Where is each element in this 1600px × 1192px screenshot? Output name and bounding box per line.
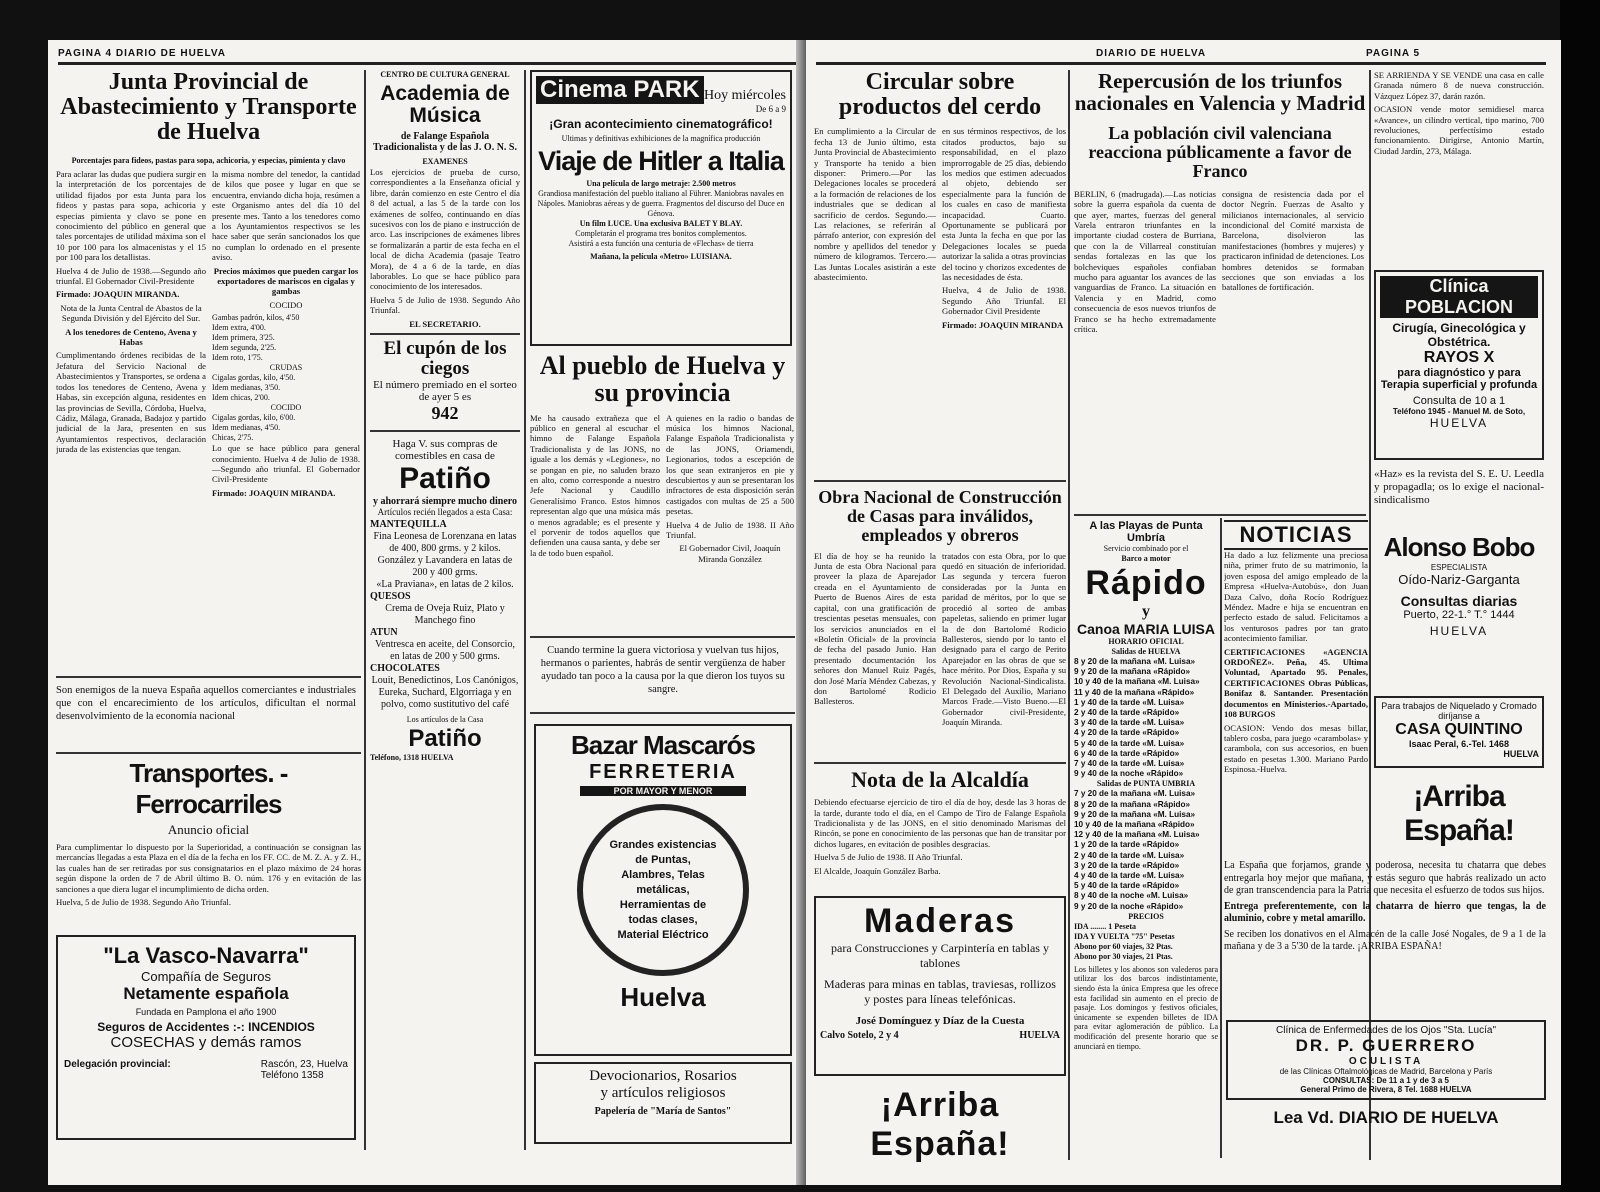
patino-items	[370, 519, 520, 711]
prices-cocido-2: COCIDO	[270, 403, 302, 413]
patino-item: ATUN	[370, 626, 398, 638]
cupon-number: 942	[431, 402, 459, 423]
patino-item: Fina Leonesa de Lorenzana en latas de 400, 800 grms. y 2 kilos.	[373, 530, 517, 554]
chatarra-column	[1224, 860, 1546, 1010]
list-item: 4 y 20 de la tarde «Rápido»	[1074, 728, 1180, 738]
prices-list	[212, 313, 360, 443]
repercusion-subtitle: La población civil valenciana reacciona públicamente a favor de Franco	[1088, 123, 1352, 181]
page-number: PAGINA 5	[1366, 48, 1421, 59]
bobo-line: Puerto, 22-1.° T.° 1444	[1403, 609, 1515, 621]
divider	[370, 430, 520, 432]
divider	[814, 762, 1066, 764]
patino-item: «La Praviana», en latas de 2 kilos.	[376, 578, 514, 590]
chatarra-bold: Entrega preferentemente, con la chatarra de hierro que tengas, la de aluminio, cobre y metal amarillo.	[1224, 900, 1546, 924]
alcaldia-title: Nota de la Alcaldía	[851, 768, 1029, 792]
playas-rapido: Rápido	[1085, 564, 1207, 602]
guerrero-line: CONSULTAS: De 11 a 1 y de 3 a 5	[1323, 1076, 1449, 1085]
bazar-mascaros-ad	[534, 724, 792, 1056]
transportes-body: Para cumplimentar lo dispuesto por la Superioridad, a continuación se consignan las mercancías llegadas a esta Plaza en el día de la fecha en los FF. CC. de M. Z. A. y Z. H., las cuales han de ser retiradas por sus consignatarios en el plazo máximo de 24 horas según dispone la orden de 7 de Abril último B. O. núm. 176 y en evitación de las sanciones a que diera lugar el incumplimiento de dicha orden.	[56, 842, 361, 894]
cinema-line: Mañana, la película «Metro» LUISIANA.	[590, 252, 732, 261]
patino-item: Ventresca en aceite, del Consorcio, en latas de 200 y 500 grms.	[375, 638, 515, 662]
patino-line: y ahorrará siempre mucho dinero	[372, 495, 518, 507]
left-page	[48, 40, 808, 1185]
transportes-date: Huelva, 5 de Julio de 1938. Segundo Año Triunfal.	[56, 897, 231, 908]
academia-exams: EXAMENES	[422, 157, 468, 166]
bazar-ring	[577, 804, 749, 976]
classified-item: SE ARRIENDA Y SE VENDE una casa en calle Granada número 8 de nueva construcción. Vázquez López 37, darán razón.	[1374, 70, 1544, 101]
column-rule	[524, 70, 526, 1150]
playas-title: A las Playas de Punta Umbría	[1089, 520, 1203, 544]
vasco-line: COSECHAS y demás ramos	[110, 1034, 302, 1051]
playas-y: y	[1142, 603, 1150, 620]
academia-date: Huelva 5 de Julio de 1938. Segundo Año Triunfal.	[370, 294, 520, 316]
running-head: PAGINA 4 DIARIO DE HUELVA	[58, 48, 226, 59]
quintino-name: CASA QUINTINO	[1395, 721, 1523, 738]
maderas-address: Calvo Sotelo, 2 y 4	[820, 1030, 899, 1041]
classified-item: OCASION vende motor semidiesel marca «Avance», un cilindro vertical, tipo marino, 700 revoluciones, perfectísimo estado funcionamiento. Dirigirse, Antonio Martín, Ciudad Jardín, 273, Málaga.	[1374, 104, 1544, 156]
playas-horario: HORARIO OFICIAL	[1108, 637, 1184, 646]
junta-title: Junta Provincial de Abastecimiento y Transporte de Huelva	[60, 70, 357, 146]
clinica-name: Clínica POBLACION	[1380, 276, 1538, 318]
list-item: 4 y 40 de la tarde «M. Luisa»	[1074, 871, 1185, 881]
patino-line: Artículos recién llegados a esta Casa:	[377, 506, 513, 517]
playas-price: Abono por 60 viajes, 32 Ptas.	[1074, 941, 1173, 951]
pueblo-body: Me ha causado extrañeza que el público en general al escuchar el himno de Falange Española Tradicionalista y de las JONS, no iguale a los demás y «Legiones», no se pongan en pie, no saluden brazo en alto, como corresponde a nuestro Jefe Nacional y Caudillo Generalísimo Franco. Estos himnos representan algo que una música más o menos agradable; es el presente y el porvenir de todos aquellos que defienden una causa santa, y debe ser la de todo buen español.	[530, 412, 660, 558]
column-rule	[1068, 70, 1070, 1160]
clinica-poblacion-ad	[1374, 270, 1544, 460]
junta-body: Para aclarar las dudas que pudiera surgir en la interpretación de los porcentajes de utilidad fijados por esta Junta para los fideos y pastas para sopa, achicoria y especias pimienta y clavo se pone en conocimiento del público en general que tales porcentajes de utilidad máxima son el 10 por 100 para los almacenistas y el 15 por 100 para los detallistas.	[56, 168, 206, 263]
guerrero-line: OCULISTA	[1348, 1056, 1424, 1067]
guerrero-name: DR. P. GUERRERO	[1295, 1036, 1477, 1055]
list-item: 1 y 20 de la tarde «Rápido»	[1074, 840, 1180, 850]
cinema-name: Cinema PARK	[536, 76, 704, 104]
devoc-shop: Papelería de "María de Santos"	[594, 1106, 732, 1117]
noticias-column	[1224, 520, 1368, 850]
patino-name-foot: Patiño	[408, 724, 482, 752]
repercusion-body-cont: consigna de resistencia dada por el doctor Negrín. Fuerzas de Asalto y milicianos internacionales, al servicio incondicional del Comité marxista de Barcelona, disolvieron las manifestaciones (hombres y mujeres) y practicaron infinidad de detenciones. Los hombres detenidos se formaban secciones que son enviadas a los batallones de fortificación.	[1222, 188, 1364, 293]
patino-item: Louit, Benedictinos, Los Canónigos, Eureka, Suchard, Elgorriaga y en polvo, como sustitutivo del café	[371, 674, 519, 710]
list-item: 3 y 20 de la tarde «Rápido»	[1074, 860, 1180, 870]
obra-body: El día de hoy se ha reunido la Junta de esta Obra Nacional para proveer la plaza de Aparejador creada en el Ayuntamiento de Puerto de Buenos Aires de esta capital, con una gratificación de trescientas pesetas mensuales, con los servicios anunciados en el «Boletín Oficial» de la provincia de fecha del pasado Junio. Han presentado documentación los señores don Manuel Ruiz Pagés, don José María Méndez Cabezas, y don Bartolomé Rodicio Ballesteros.	[814, 550, 936, 707]
maderas-name: Maderas	[864, 902, 1016, 940]
noticias-item: CERTIFICACIONES «AGENCIA ORDOÑEZ». Peña, 45. Ultima Voluntad, Apartado 95. Penales, CERTIFICACIONES Obras Públicas, Bonifaz 8. Santander. Presentación documentos en Ministerios.-Apartado, 108 BURGOS	[1224, 646, 1368, 720]
list-item: 7 y 20 de la mañana «M. Luisa»	[1074, 789, 1196, 799]
bobo-name: Alonso Bobo	[1383, 532, 1535, 562]
enemies-notice: Son enemigos de la nueva España aquellos comerciantes e industriales que con el encarecimiento de los artículos, dificultan el normal desenvolvimiento de la economía nacional	[56, 685, 356, 722]
cinema-time: De 6 a 9	[755, 104, 786, 114]
cupon-title: El cupón de los ciegos	[383, 338, 507, 380]
playas-subtitle: Servicio combinado por el	[1103, 544, 1189, 553]
clinica-line: RAYOS X	[1423, 349, 1495, 366]
bazar-ferreteria: FERRETERIA	[589, 761, 737, 783]
repercusion-body: BERLIN, 6 (madrugada).—Las noticias sobre la guerra española da cuenta de que ayer, martes, fuerzas del general Varela entraron triunfantes en la importante ciudad costera de Burriana, que con la de Villarreal constituían sendas fortalezas en las que los bolcheviques españoles confiaban mucho para aguantar los avances de las vanguardias de Franco. La situación en Valencia y en Madrid, como consecuencia de esos nuevos triunfos de Franco se ha hecho extremadamente crítica.	[1074, 188, 1216, 335]
arriba-espana-banner: ¡Arriba España!	[1404, 780, 1514, 847]
transportes-column	[56, 758, 361, 928]
running-head: DIARIO DE HUELVA	[1096, 48, 1207, 59]
list-item: 8 y 40 de la noche «M. Luisa»	[1074, 891, 1189, 901]
maderas-ad	[814, 896, 1066, 1076]
list-item: 9 y 20 de la mañana «Rápido»	[1074, 667, 1191, 677]
vasco-address: Rascón, 23, Huelva	[260, 1059, 348, 1070]
price-line: Idem roto, 1'75.	[212, 353, 263, 363]
playas-salidas: Salidas de HUELVA	[1111, 647, 1181, 656]
chatarra-foot: Se reciben los donativos en el Almacén de la calle José Nogales, de 9 a 1 de la mañana y de 3 a 5'30 de la tarde. ¡ARRIBA ESPAÑA!	[1224, 928, 1546, 952]
price-line: Idem primera, 3'25.	[212, 333, 275, 343]
bobo-city: HUELVA	[1429, 624, 1489, 638]
circular-signature: Firmado: JOAQUIN MIRANDA	[942, 319, 1064, 330]
prices-foot: Lo que se hace público para general conocimiento. Huelva 4 de Julio de 1938.—Segundo año triunfal. El Gobernador Civil-Presidente	[212, 443, 360, 485]
patino-foot: Los artículos de la Casa	[406, 714, 484, 724]
playas-price: Abono por 30 viajes, 21 Ptas.	[1074, 951, 1173, 961]
devocionarios-ad	[534, 1062, 792, 1144]
patino-item: Crema de Oveja Ruiz, Plato y Manchego fino	[385, 602, 505, 626]
scan-edge	[1560, 0, 1600, 1192]
maderas-city: HUELVA	[1019, 1030, 1060, 1041]
note-subtitle: A los tenedores de Centeno, Avena y Habas	[65, 326, 197, 348]
pueblo-title: Al pueblo de Huelva y su provincia	[539, 352, 786, 408]
list-item: 9 y 20 de la mañana «M. Luisa»	[1074, 809, 1196, 819]
vasco-name: "La Vasco-Navarra"	[103, 943, 309, 968]
bazar-tagline: POR MAYOR Y MENOR	[580, 786, 746, 796]
divider	[56, 676, 361, 678]
note-title: Nota de la Junta Central de Abastos de la Segunda División y del Ejército del Sur.	[60, 302, 202, 324]
vasco-line: Seguros de Accidentes :-: INCENDIOS	[97, 1020, 315, 1034]
lea-diario-banner: Lea Vd. DIARIO DE HUELVA	[1273, 1108, 1499, 1127]
patino-item: González y Lavandera en latas de 200 y 400 grms.	[377, 554, 513, 578]
note-body: Cumplimentando órdenes recibidas de la Jefatura del Servicio Nacional de Abastecimientos y Transportes, se ordena a todos los tenedores de Centeno, Avena y Habas, sin excepción alguna, residentes en las provincias de Sevilla, Córdoba, Huelva, Cádiz, Málaga, Granada, Badajoz y partido judicial de la Jara, presenten en sus Ayuntamientos respectivos, declaración jurada de las existencias que tengan.	[56, 350, 206, 455]
price-line: Idem medianas, 3'50.	[212, 383, 281, 393]
playas-salidas: Salidas de PUNTA UMBRIA	[1096, 779, 1196, 789]
list-item: 5 y 40 de la tarde «M. Luisa»	[1074, 738, 1185, 748]
circular-body-cont: en sus términos respectivos, de los citados productos, bajo su responsabilidad, en el plazo improrrogable de 25 días, debiendo los medios que estimen adecuados al objeto, debiendo ser especialmente para la función de los cuales en caso de manifiesta incapacidad. Cuarto. Oportunamente se publicará por esta Junta la fecha en que por las Delegaciones locales se pueda autorizar la salida a otras provincias del tocino y chorizos excedentes de las necesidades de ésta.	[942, 126, 1066, 283]
cinema-line: Ultimas y definitivas exhibiciones de la magnífica producción	[561, 134, 761, 143]
guerra-notice: Cuando termine la guera victoriosa y vuelvan tus hijos, hermanos o parientes, habrás de sentir vergüenza de haber ayudado tan poco a la causa por la que dieron los tuyos su sangre.	[540, 645, 786, 695]
cinema-line: Un film LUCE. Una exclusiva BALET Y BLAY.	[579, 219, 743, 228]
devoc-line: Devocionarios, Rosarios	[589, 1068, 737, 1084]
price-line: Chicas, 2'75.	[212, 433, 254, 443]
academia-kicker: CENTRO DE CULTURA GENERAL	[380, 70, 510, 79]
playas-boat: Barco a motor	[1121, 554, 1171, 563]
noticias-item: Ha dado a luz felizmente una preciosa niña, primer fruto de su matrimonio, la joven esposa del amigo empleado de la Empresa «Huelva-Autobús», don Juan Daza Calvo, doña Rocío Rodríguez Méndez. Madre e hija se encuentran en perfecto estado de salud. Felicitamos a los venturosos padres por tan grato acontecimiento familiar.	[1224, 550, 1368, 644]
top-rule	[58, 62, 798, 65]
noticias-title: NOTICIAS	[1224, 520, 1368, 550]
circular-column	[814, 70, 1066, 475]
cinema-park-ad	[530, 70, 792, 346]
obra-column	[814, 488, 1066, 756]
clinica-line: para diagnóstico y para Terapia superficial y profunda	[1380, 367, 1538, 391]
alonso-bobo-ad	[1374, 528, 1544, 688]
junta-body-cont: la misma nombre del tenedor, la cantidad de kilos que posee y lugar en que se encuentra, enviando dicha hoja, resúmen a este Organismo antes del día 10 del presente mes. Tanto a los tenedores como a los Ayuntamientos respectivos se les hace saber que serán sancionados los que no cumplan lo ordenado en el presente aviso.	[212, 168, 360, 263]
bobo-line: Consultas diarias	[1400, 593, 1518, 609]
transportes-title: Transportes. - Ferrocarriles	[129, 758, 288, 819]
academia-body: Los ejercicios de prueba de curso, correspondientes a la Enseñanza oficial y libre, darán comienzo en este Centro el día 8 del actual, a las 5 de la tarde con los exámenes de solfeo, continuando en días sucesivos con los de piano e instrucción de arco. Las inscripciones de exámenes libres se formalizarán a partir de esta fecha en el local de dicha Academia (pasaje Teatro Mora), de 4 a 6 de la tarde, en días laborables. Lo que se hace público para conocimiento de los interesados.	[370, 167, 520, 292]
classifieds-column	[1374, 70, 1544, 270]
playas-canoa: Canoa MARIA LUISA	[1077, 621, 1215, 637]
chatarra-body: La España que forjamos, grande y poderosa, necesita tu chatarra que debes entregarla hoy mejor que mañana, y estás seguro que habrás realizado un acto de gran transcendencia para la Patria que necesita el esfuerzo de todos sus hijos.	[1224, 860, 1546, 896]
alcaldia-signature: El Alcalde, Joaquín González Barba.	[814, 865, 941, 876]
schedule-huelva	[1074, 657, 1218, 779]
list-item: 9 y 40 de la noche «Rápido»	[1074, 769, 1184, 779]
playas-precios: PRECIOS	[1128, 911, 1164, 921]
cinema-line: Asistirá a esta función una centuria de «Flechas» de tierra	[568, 239, 754, 248]
alcaldia-column	[814, 768, 1066, 890]
price-line: Idem extra, 4'00.	[212, 323, 266, 333]
junta-column	[56, 70, 361, 670]
obra-title: Obra Nacional de Construcción de Casas para inválidos, empleados y obreros	[818, 488, 1062, 545]
right-page	[806, 40, 1561, 1185]
clinica-line: Cirugía, Ginecológica y Obstétrica.	[1392, 321, 1526, 349]
quintino-line: Isaac Peral, 6.-Tel. 1468	[1409, 739, 1509, 749]
price-line: Cigalas gordas, kilo, 6'00.	[212, 413, 296, 423]
pueblo-column	[530, 352, 795, 632]
devoc-line: y artículos religiosos	[600, 1085, 726, 1101]
junta-signature: Firmado: JOAQUIN MIRANDA.	[56, 289, 180, 300]
cinema-line: Grandiosa manifestación del pueblo italiano al Führer. Maniobras navales en Nápoles. Maniobras aéreas y de guerra. Fragmentos del discurso del Duce en Génova.	[537, 189, 785, 218]
academia-subtitle: de Falange Española Tradicionalista y de las J. O. N. S.	[373, 131, 517, 153]
noticias-item: OCASION: Vendo dos mesas billar, tablero cosba, para juego «carambolas» y carambola, con sus accesorios, en buen estado en pesetas 1.300. Mariano Pardo Espinosa.-Huelva.	[1224, 722, 1368, 775]
cinema-line: Completarán el programa tres bonitos complementos.	[575, 229, 747, 238]
prices-title: Precios máximos que pueden cargar los exportadores de mariscos en cigalas y gambas	[213, 265, 359, 297]
circular-date: Huelva, 4 de Julio de 1938. Segundo Año Triunfal. El Gobernador Civil Presidente	[942, 285, 1066, 317]
vasco-line: Compañía de Seguros	[140, 969, 272, 984]
maderas-owner: José Domínguez y Díaz de la Cuesta	[855, 1015, 1025, 1027]
list-item: 2 y 40 de la tarde «Rápido»	[1074, 708, 1180, 718]
bazar-ring-text: Grandes existencias de Puntas, Alambres, Telas metálicas, Herramientas de todas clases, Material Eléctrico	[609, 838, 717, 941]
patino-item: QUESOS	[370, 590, 411, 602]
transportes-subtitle: Anuncio oficial	[167, 822, 250, 837]
patino-item: CHOCOLATES	[370, 662, 440, 674]
junta-subtitle: Porcentajes para fideos, pastas para sopa, achicoria, y especias, pimienta y clavo	[71, 155, 346, 165]
clinica-city: HUELVA	[1429, 416, 1489, 430]
bazar-name: Bazar Mascarós	[571, 730, 755, 760]
cinema-film: Viaje de Hitler a Italia	[538, 146, 784, 176]
column-rule	[364, 70, 366, 1150]
top-rule	[816, 62, 1546, 65]
divider	[1074, 514, 1366, 516]
divider	[814, 480, 1066, 482]
price-line: Idem chicas, 2'00.	[212, 393, 270, 403]
pueblo-body-cont: A quienes en la radio o bandas de música los himnos Nacional, Falange Española Tradicionalista y de las JONS, Oriamendi, Legionarios, todos a escepción de los que sean extranjeros en pie y descubiertos y aun se presentaran los infractores de esta disposición serán castigados con multas de 25 a 500 pesetas.	[666, 412, 794, 517]
quintino-line: Para trabajos de Niquelado y Cromado diríjanse a	[1381, 701, 1537, 721]
list-item: 2 y 40 de la tarde «M. Luisa»	[1074, 850, 1185, 860]
list-item: 5 y 40 de la tarde «Rápido»	[1074, 881, 1180, 891]
alcaldia-date: Huelva 5 de Julio de 1938. II Año Triunfal.	[814, 852, 963, 863]
list-item: 8 y 20 de la mañana «M. Luisa»	[1074, 657, 1196, 666]
guerrero-line: de las Clínicas Oftalmológicas de Madrid, Barcelona y París	[1279, 1067, 1493, 1076]
quintino-city: HUELVA	[1503, 749, 1539, 759]
list-item: 11 y 40 de la mañana «Rápido»	[1074, 687, 1195, 697]
academia-signature: EL SECRETARIO.	[409, 318, 481, 329]
guerrero-line: Clínica de Enfermedades de los Ojos "Sta. Lucía"	[1276, 1025, 1496, 1036]
vasco-delegacion: Delegación provincial:	[64, 1059, 171, 1070]
price-line: Gambas padrón, kilos, 4'50	[212, 313, 300, 323]
divider	[370, 333, 520, 335]
pueblo-date: Huelva 4 de Julio de 1938. II Año Triunfal.	[666, 519, 794, 541]
circular-title: Circular sobre productos del cerdo	[838, 70, 1042, 121]
pueblo-signature: El Gobernador Civil, Joaquín Miranda González	[679, 543, 781, 564]
price-line: Idem segunda, 2'25.	[212, 343, 277, 353]
list-item: 12 y 40 de la mañana «M. Luisa»	[1074, 830, 1200, 840]
junta-date: Huelva 4 de Julio de 1938.—Segundo año triunfal. El Gobernador Civil-Presidente	[56, 265, 206, 287]
list-item: 7 y 40 de la tarde «M. Luisa»	[1074, 759, 1185, 769]
bobo-line: ESPECIALISTA	[1430, 563, 1488, 572]
patino-item: MANTEQUILLA	[370, 518, 447, 530]
patino-intro: Haga V. sus compras de comestibles en casa de	[392, 437, 498, 462]
clinica-line: Consulta de 10 a 1	[1412, 395, 1506, 407]
patino-phone: Teléfono, 1318 HUELVA	[370, 752, 454, 762]
playas-price: IDA ........ 1 Peseta	[1074, 921, 1136, 931]
haz-notice: «Haz» es la revista del S. E. U. Leedla y propagadla; os lo exige el nacional-sindicalismo	[1374, 468, 1544, 506]
maderas-line: Maderas para minas en tablas, traviesas, rollizos y postes para líneas telefónicas.	[824, 977, 1056, 1006]
academia-column	[370, 70, 520, 1160]
bobo-line: Oído-Nariz-Garganta	[1398, 572, 1520, 587]
list-item: 10 y 40 de la mañana «Rápido»	[1074, 820, 1195, 830]
list-item: 1 y 40 de la tarde «M. Luisa»	[1074, 697, 1185, 707]
divider	[530, 712, 795, 714]
playas-foot: Los billetes y los abonos son valederos para utilizar los dos barcos indistintamente, siendo ésta la única Empresa que les ofrece esta facilidad sin aumento en el precio de pasaje. Los domingos y festivos oficiales, únicamente se expenden billetes de IDA para evitar aglomeración de público. La modificación del presente horario que se anunciará en tiempo.	[1074, 964, 1218, 1051]
playas-price: IDA Y VUELTA "75" Pesetas	[1074, 931, 1175, 941]
cinema-event: ¡Gran acontecimiento cinematográfico!	[549, 117, 773, 131]
list-item: 10 y 40 de la mañana «M. Luisa»	[1074, 677, 1200, 687]
clinica-line: Teléfono 1945 - Manuel M. de Soto,	[1392, 407, 1526, 416]
playas-column	[1074, 520, 1218, 1160]
casa-quintino-ad	[1374, 696, 1544, 768]
arriba-espana-banner: ¡Arriba España!	[870, 1086, 1010, 1163]
academia-title: Academia de Música	[380, 82, 510, 127]
prices-cocido: COCIDO	[269, 299, 303, 310]
obra-body-cont: tratados con esta Obra, por lo que quedó en situación de inferioridad. Las segunda y tercera fueron consideradas por la Junta en paridad de méritos, por lo que se procedió al sorteo de ambas papeletas, saliendo en primer lugar la de don Bartolomé Rodicio Ballesteros, siendo por lo tanto el designado para el cargo de Perito Aparejador en las obras de que se hace mérito. Por Dios, España y su Revolución Nacional-Sindicalista. El Delegado del Auxilio, Mariano Marcos Frade.—Visto Bueno.—El Gobernador civil-Presidente, Joaquín Miranda.	[942, 550, 1066, 728]
patino-name: Patiño	[399, 461, 491, 495]
dr-guerrero-ad	[1226, 1020, 1546, 1100]
vasco-line: Netamente española	[123, 984, 289, 1003]
list-item: 3 y 40 de la tarde «M. Luisa»	[1074, 718, 1185, 728]
maderas-line: para Construcciones y Carpintería en tablas y tablones	[831, 941, 1049, 970]
vasco-line: Fundada en Pamplona el año 1900	[135, 1007, 277, 1017]
list-item: 9 y 20 de la noche «Rápido»	[1074, 901, 1184, 911]
price-line: Cigalas gordas, kilo, 4'50.	[212, 373, 296, 383]
divider	[530, 636, 795, 638]
repercusion-column	[1074, 70, 1366, 510]
cupon-body: El número premiado en el sorteo de ayer 5 es	[373, 378, 517, 403]
schedule-punta-umbria	[1074, 789, 1218, 911]
cinema-day: Hoy miércoles	[703, 88, 786, 103]
column-rule	[1220, 518, 1222, 1158]
list-item: 8 y 20 de la mañana «Rápido»	[1074, 799, 1191, 809]
alcaldia-body: Debiendo efectuarse ejercicio de tiro el día de hoy, desde las 3 horas de la tarde, durante todo el día, en el Campo de Tiro de Falange Española Tradicionalista y de las JONS, en el sitio denominado Marismas del Rincón, se pone en conocimiento de las personas que han de transitar por dichos lugares, en evitación de posibles desgracias.	[814, 797, 1066, 849]
repercusion-title: Repercusión de los triunfos nacionales en Valencia y Madrid	[1074, 70, 1366, 116]
vasco-navarra-ad	[56, 935, 356, 1140]
list-item: 6 y 40 de la tarde «Rápido»	[1074, 748, 1180, 758]
vasco-phone: Teléfono 1358	[260, 1070, 324, 1081]
divider	[56, 752, 361, 754]
bazar-city: Huelva	[620, 982, 706, 1012]
cinema-line: Una película de largo metraje: 2.500 metros	[586, 179, 736, 188]
price-line: Idem medianas, 4'50.	[212, 423, 281, 433]
prices-signature: Firmado: JOAQUIN MIRANDA.	[212, 487, 336, 498]
prices-crudas: CRUDAS	[269, 363, 303, 373]
circular-body: En cumplimiento a la Circular de fecha 13 de Junio último, esta Junta Provincial de Abastecimiento y Transporte ha tenido a bien disponer: Primero.—Por las Delegaciones locales se procederá a la formación de relaciones de los industriales que se dedican al sacrificio de cerdos. Segundo.—Las relaciones, se referirán al párrafo anterior, con expresión del nombre y apellidos del tenedor y número de kilogramos. Tercero.—Las Juntas Locales asistirán a este abastecimiento.	[814, 126, 936, 283]
guerrero-line: General Primo de Rivera, 8 Tel. 1688 HUELVA	[1300, 1085, 1472, 1094]
